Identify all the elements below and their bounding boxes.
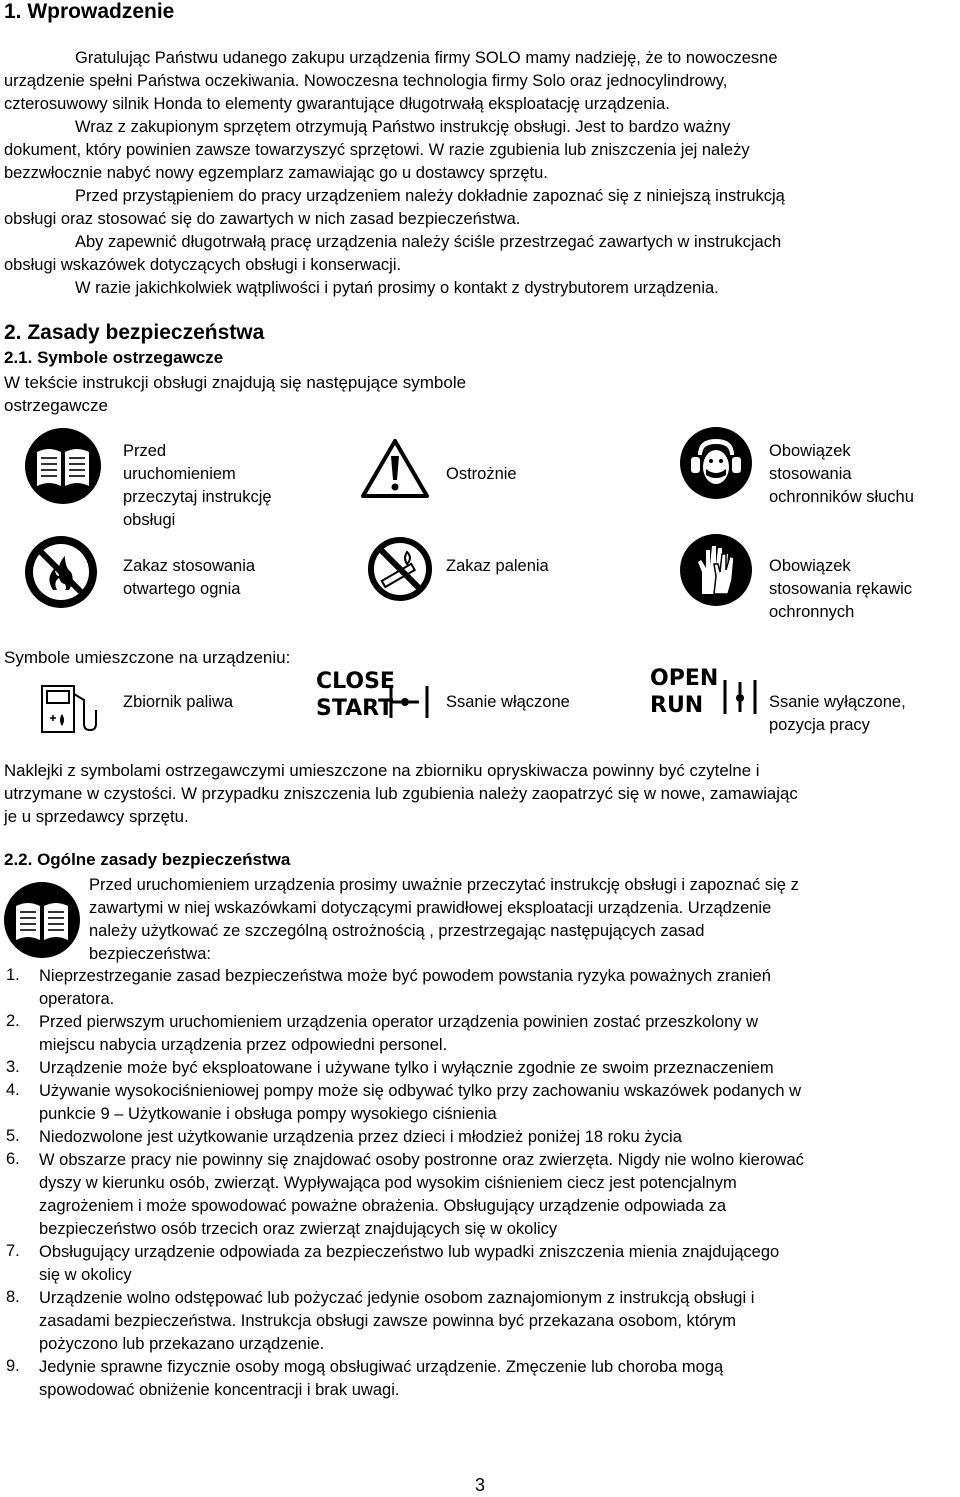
read-manual-label-2: uruchomieniem [123,465,236,483]
read-manual-icon [2,880,82,960]
fuel-tank-icon [38,680,98,736]
start-word: START [316,696,394,721]
rule-number: 5. [6,1127,20,1145]
rule-number: 1. [6,966,20,984]
rule-3-line-1: Urządzenie może być eksploatowane i używane tylko i wyłącznie zgodnie ze swoim przeznaczeniem [39,1059,774,1077]
rule-6-line-2: dyszy w kierunku osób, zwierząt. Wypływająca pod wysokim ciśnieniem ciecz jest potencjalnym [39,1174,737,1192]
section-2-title: 2. Zasady bezpieczeństwa [4,321,265,344]
intro-line-10: obsługi wskazówek dotyczących obsługi i konserwacji. [4,256,402,274]
rule-9-line-1: Jedynie sprawne fizycznie osoby mogą obsługiwać urządzenie. Zmęczenie lub choroba mogą [39,1358,724,1376]
rule-6-line-1: W obszarze pracy nie powinny się znajdować osoby postronne oraz zwierzęta. Nigdy nie wolno kierować [39,1151,804,1169]
page-number: 3 [475,1475,486,1495]
symbols-intro-line-1: W tekście instrukcji obsługi znajdują się następujące symbole [4,373,467,392]
general-intro-line-1: Przed uruchomieniem urządzenia prosimy uważnie przeczytać instrukcję obsługi i zapoznać się z [89,876,799,894]
stickers-line-2: utrzymane w czystości. W przypadku zniszczenia lub zgubienia należy zaopatrzyć się w nowe, zamawiając [4,784,798,803]
general-intro-line-2: zawartymi w niej wskazówkami dotyczącymi prawidłowej eksploatacji urządzenia. Urządzenie [89,899,772,917]
close-word: CLOSE [316,669,395,694]
rule-1-line-2: operatora. [39,990,115,1008]
rule-number: 8. [6,1288,20,1306]
rule-2-line-2: miejscu nabycia urządzenia przez odpowiedni personel. [39,1036,448,1054]
no-smoking-label: Zakaz palenia [446,557,549,575]
rule-8-line-2: zasadami bezpieczeństwa. Instrukcja obsługi zawsze powinna być przekazana osobom, którym [39,1312,737,1330]
general-intro-line-4: bezpieczeństwa: [89,945,211,963]
device-symbols-title: Symbole umieszczone na urządzeniu: [4,648,291,667]
rule-number: 6. [6,1150,20,1168]
intro-line-7: Przed przystąpieniem do pracy urządzeniem należy dokładnie zapoznać się z niniejszą instrukcją [75,187,785,205]
choke-closed-icon [386,682,432,722]
gloves-label-3: ochronnych [769,603,855,621]
rule-4-line-1: Używanie wysokociśnieniowej pompy może się odbywać tylko przy zachowaniu wskazówek podanych w [39,1082,802,1100]
choke-open-icon [720,676,760,720]
gloves-label-1: Obowiązek [769,557,851,575]
read-manual-label-1: Przed [123,442,167,460]
rule-number: 4. [6,1081,20,1099]
rule-8-line-1: Urządzenie wolno odstępować lub pożyczać jedynie osobom zaznajomionym z instrukcją obsługi i [39,1289,755,1307]
ear-protection-label-2: stosowania [769,465,852,483]
choke-close-start-sign [316,668,395,722]
no-open-fire-label-2: otwartego ognia [123,580,241,598]
ear-protection-label-1: Obowiązek [769,442,851,460]
rule-4-line-2: punkcie 9 – Użytkowanie i obsługa pompy wysokiego ciśnienia [39,1105,497,1123]
caution-triangle-icon [360,438,430,500]
symbols-intro-line-2: ostrzegawcze [4,396,108,415]
rule-number: 2. [6,1012,20,1030]
subsection-2-1-title: 2.1. Symbole ostrzegawcze [4,348,224,367]
intro-line-2: urządzenie spełni Państwa oczekiwania. Nowoczesna technologia firmy Solo oraz jednocylindrowy, [4,72,728,90]
no-smoking-icon [367,536,433,602]
subsection-2-2-title: 2.2. Ogólne zasady bezpieczeństwa [4,850,291,869]
choke-off-label-1: Ssanie wyłączone, [769,693,906,711]
rule-5-line-1: Niedozwolone jest użytkowanie urządzenia przez dzieci i młodzież poniżej 18 roku życia [39,1128,682,1146]
choke-off-label-2: pozycja pracy [769,716,870,734]
intro-line-8: obsługi oraz stosować się do zawartych w nich zasad bezpieczeństwa. [4,210,521,228]
read-manual-label-4: obsługi [123,511,176,529]
rule-9-line-2: spowodować obniżenie koncentracji i brak uwagi. [39,1381,400,1399]
intro-line-3: czterosuwowy silnik Honda to elementy gwarantujące długotrwałą eksploatację urządzenia. [4,95,670,113]
rule-6-line-4: bezpieczeństwo osób trzecich oraz zwierząt znajdujących się w okolicy [39,1220,558,1238]
choke-open-run-sign [650,665,718,719]
ear-protection-icon [678,425,754,501]
stickers-line-3: je u sprzedawcy sprzętu. [4,807,189,826]
no-open-fire-icon [23,534,99,610]
rule-1-line-1: Nieprzestrzeganie zasad bezpieczeństwa może być powodem powstania ryzyka poważnych zranień [39,967,771,985]
rule-number: 3. [6,1058,20,1076]
rule-7-line-1: Obsługujący urządzenie odpowiada za bezpieczeństwo lub wypadki zniszczenia mienia znajdującego [39,1243,780,1261]
intro-line-4: Wraz z zakupionym sprzętem otrzymują Państwo instrukcję obsługi. Jest to bardzo ważny [75,118,731,136]
gloves-icon [678,532,754,608]
rule-2-line-1: Przed pierwszym uruchomieniem urządzenia operator urządzenia powinien zostać przeszkolony w [39,1013,759,1031]
choke-on-label: Ssanie włączone [446,693,570,711]
intro-line-1: Gratulując Państwu udanego zakupu urządzenia firmy SOLO mamy nadzieję, że to nowoczesne [75,49,778,67]
rule-number: 7. [6,1242,20,1260]
no-open-fire-label-1: Zakaz stosowania [123,557,256,575]
fuel-tank-label: Zbiornik paliwa [123,693,234,711]
read-manual-label-3: przeczytaj instrukcję [123,488,272,506]
section-1-title: 1. Wprowadzenie [4,0,175,23]
rule-6-line-3: zagrożeniem i może spowodować poważne obrażenia. Obsługujący urządzenie odpowiada za [39,1197,726,1215]
intro-line-5: dokument, który powinien zawsze towarzyszyć sprzętowi. W razie zgubienia lub zniszczenia jej należy [4,141,750,159]
open-word: OPEN [650,666,719,691]
ear-protection-label-3: ochronników słuchu [769,488,914,506]
caution-label: Ostrożnie [446,465,517,483]
rule-7-line-2: się w okolicy [39,1266,132,1284]
run-word: RUN [650,693,704,718]
rule-number: 9. [6,1357,20,1375]
gloves-label-2: stosowania rękawic [769,580,913,598]
general-intro-line-3: należy użytkować ze szczególną ostrożnością , przestrzegając następujących zasad [89,922,705,940]
intro-line-11: W razie jakichkolwiek wątpliwości i pytań prosimy o kontakt z dystrybutorem urządzenia. [75,279,719,297]
rule-8-line-3: pożyczono lub przekazano urządzenie. [39,1335,325,1353]
intro-line-6: bezzwłocznie nabyć nowy egzemplarz zamawiając go u dostawcy sprzętu. [4,164,548,182]
stickers-line-1: Naklejki z symbolami ostrzegawczymi umieszczone na zbiorniku opryskiwacza powinny być czytelne i [4,761,760,780]
intro-line-9: Aby zapewnić długotrwałą pracę urządzenia należy ściśle przestrzegać zawartych w instrukcjach [75,233,782,251]
read-manual-icon [23,426,103,506]
